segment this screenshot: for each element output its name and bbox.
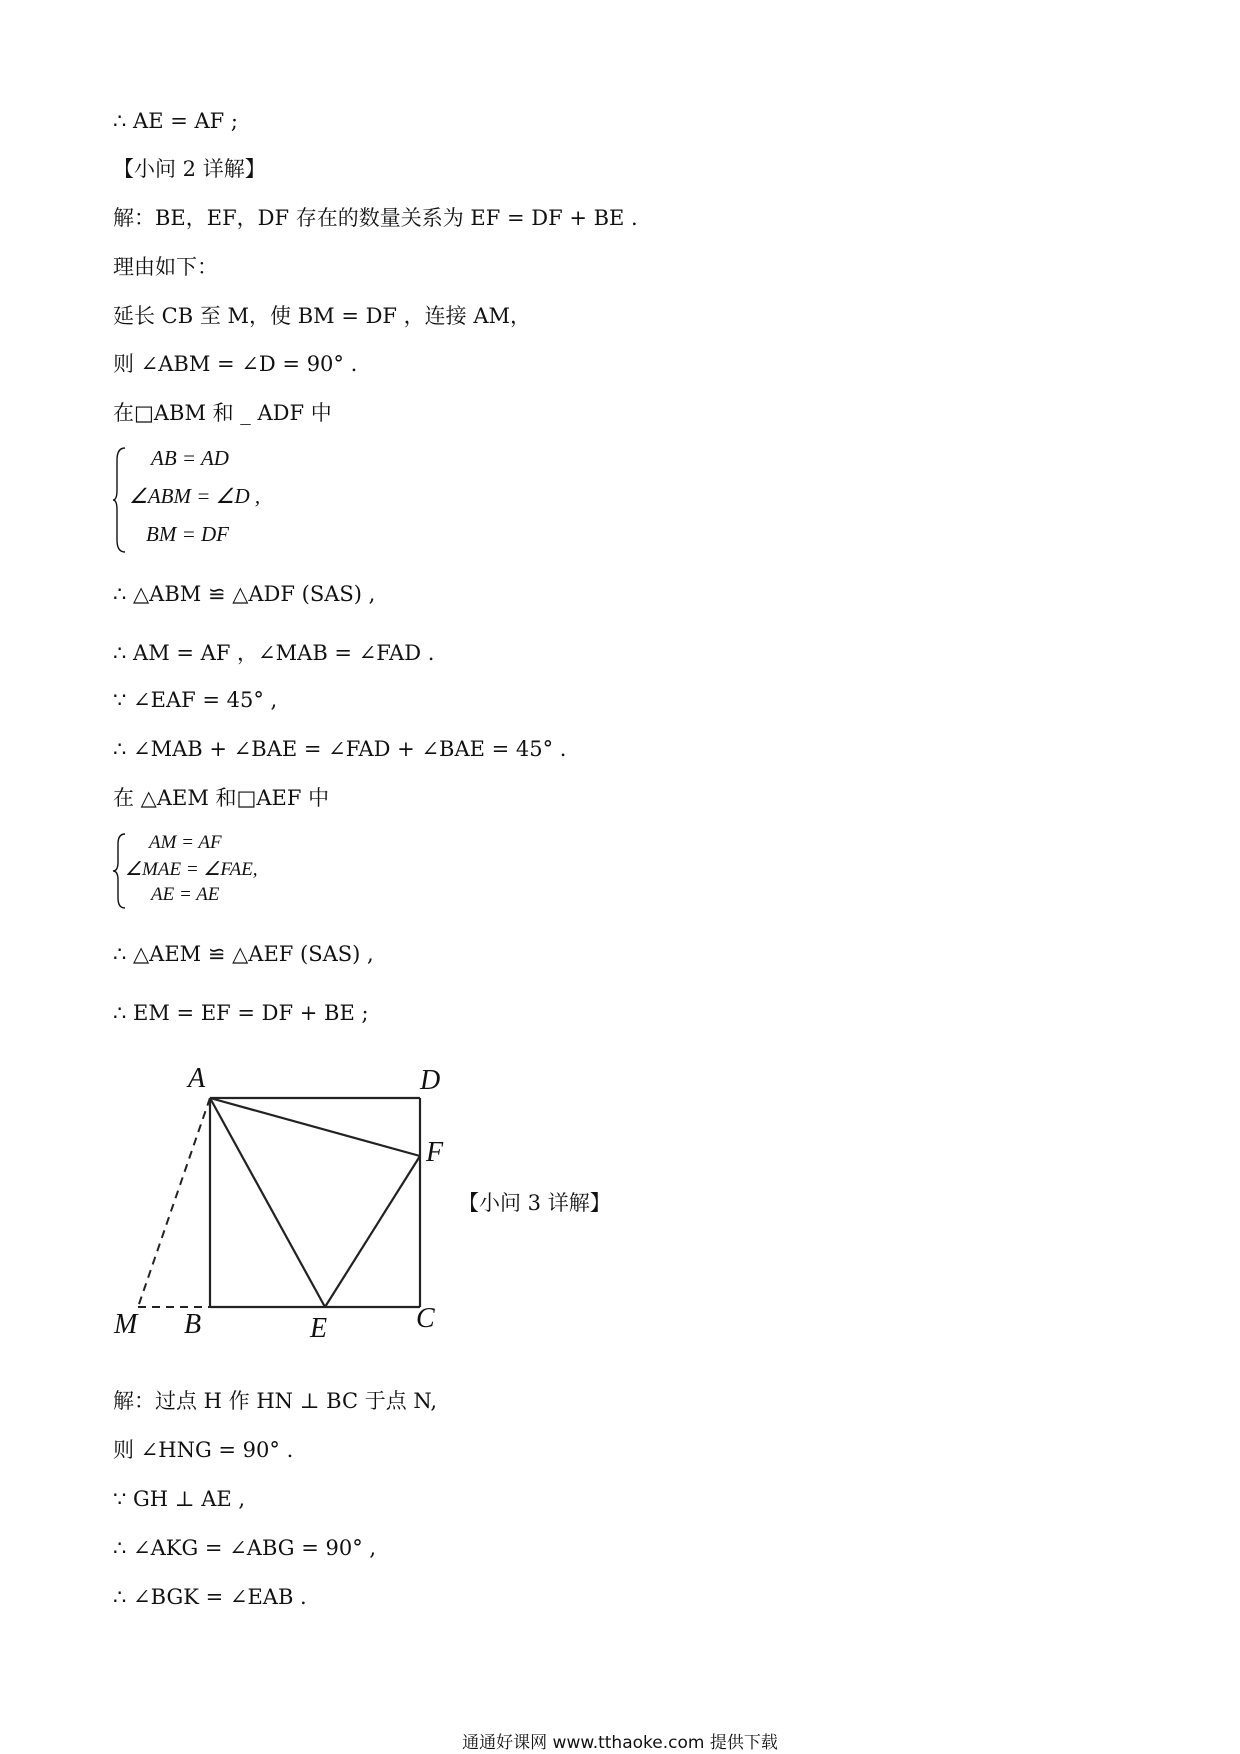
point-label-b: B <box>184 1309 202 1340</box>
section-heading-part2: 【小问 2 详解】 <box>113 157 266 181</box>
angle-hng-statement: 则 ∠HNG = 90° . <box>113 1438 294 1462</box>
system1-row: ∠ABM = ∠D , <box>129 484 261 508</box>
right-angles-statement: ∴ ∠AKG = ∠ABG = 90° , <box>113 1536 377 1560</box>
page-footer: 通通好课网 www.tthaoke.com 提供下载 <box>462 1733 778 1753</box>
equal-angles-statement: ∴ ∠BGK = ∠EAB . <box>113 1585 307 1609</box>
point-label-c: C <box>416 1303 435 1334</box>
segment-ae <box>210 1098 325 1307</box>
given-angle-eaf: ∵ ∠EAF = 45° , <box>113 688 278 712</box>
point-label-e: E <box>310 1313 328 1344</box>
triangle-compare-intro-1: 在□ABM 和 _ ADF 中 <box>113 401 332 425</box>
solution-part3-start: 解：过点 H 作 HN ⊥ BC 于点 N, <box>113 1389 438 1413</box>
conclusion-ae-af: ∴ AE = AF ; <box>113 109 238 133</box>
point-label-d: D <box>420 1065 441 1096</box>
point-label-f: F <box>426 1137 444 1168</box>
congruence-abm-adf: ∴ △ABM ≌ △ADF (SAS) , <box>113 582 376 606</box>
reason-intro: 理由如下： <box>113 255 218 279</box>
answer-statement: 解：BE，EF，DF 存在的数量关系为 EF = DF + BE . <box>113 206 638 230</box>
given-perpendicular: ∵ GH ⊥ AE , <box>113 1487 246 1511</box>
segment-af <box>210 1098 420 1156</box>
construction-step: 延长 CB 至 M，使 BM = DF ，连接 AM， <box>113 304 532 328</box>
angle-abm-statement: 则 ∠ABM = ∠D = 90° . <box>113 352 358 376</box>
segment-am-dashed <box>138 1098 210 1307</box>
final-relation: ∴ EM = EF = DF + BE ; <box>113 1001 369 1025</box>
system2-row: AE = AE <box>151 884 220 905</box>
angle-sum-statement: ∴ ∠MAB + ∠BAE = ∠FAD + ∠BAE = 45° . <box>113 737 567 761</box>
section-heading-part3: 【小问 3 详解】 <box>458 1191 611 1215</box>
congruence-aem-aef: ∴ △AEM ≌ △AEF (SAS) , <box>113 942 374 966</box>
system2-row: AM = AF <box>149 832 222 853</box>
equation-system-2 <box>113 832 313 910</box>
square-diagram <box>110 1055 460 1355</box>
segment-ef <box>325 1156 420 1307</box>
equal-parts-statement: ∴ AM = AF ，∠MAB = ∠FAD . <box>113 641 435 665</box>
point-label-a: A <box>188 1063 206 1094</box>
triangle-compare-intro-2: 在 △AEM 和□AEF 中 <box>113 786 330 810</box>
system1-row: AB = AD <box>151 446 229 470</box>
system1-row: BM = DF <box>146 522 229 546</box>
left-brace-icon <box>113 446 127 554</box>
system2-row: ∠MAE = ∠FAE, <box>125 859 258 880</box>
geometry-figure <box>110 1055 460 1355</box>
equation-system-1 <box>113 446 313 554</box>
point-label-m: M <box>114 1309 138 1340</box>
